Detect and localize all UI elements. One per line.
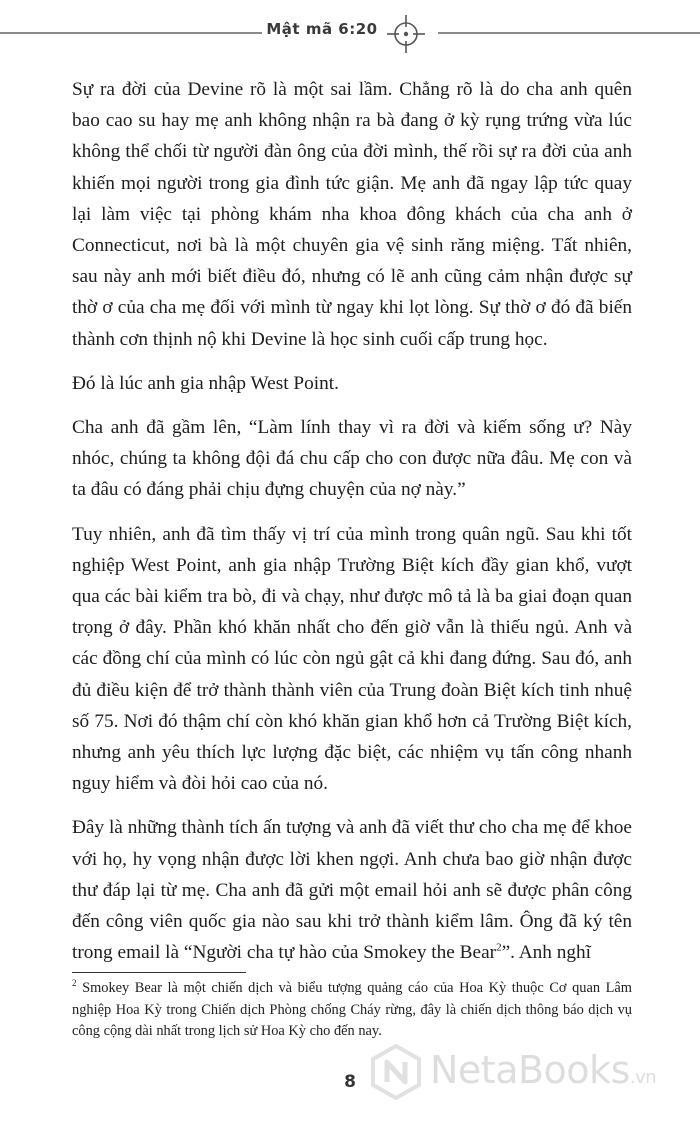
paragraph-text: Đây là những thành tích ấn tượng và anh đã viết thư cho cha mẹ để khoe với họ, hy vọng nhận được lời khen ngợi. Anh chưa bao giờ nhận được thư đáp lại từ mẹ. Cha anh đã gửi một email hỏi anh sẽ được phân công đến công viên quốc gia nào sau khi trở thành kiểm lâm. Ông đã ký tên trong email là “Người cha tự hào của Smokey the Bear (72, 817, 632, 964)
watermark-domain: .vn (629, 1067, 657, 1088)
header-rule-left (0, 32, 262, 34)
crosshair-icon (386, 14, 426, 54)
running-header (0, 14, 700, 54)
footnote-divider (72, 972, 246, 973)
watermark-brand: NetaBooks (430, 1048, 630, 1092)
footnote-reference: 2 (496, 941, 502, 954)
footnote-marker: 2 (72, 978, 77, 989)
paragraph: Đó là lúc anh gia nhập West Point. (72, 372, 339, 394)
paragraph-last (72, 812, 632, 968)
paragraph-text-end: ”. Anh nghĩ (501, 942, 592, 964)
body-text (72, 74, 632, 981)
header-rule-right (438, 32, 700, 34)
page-number: 8 (344, 1072, 356, 1092)
paragraph: Sự ra đời của Devine rõ là một sai lầm. Chẳng rõ là do cha anh quên bao cao su hay mẹ anh không nhận ra bà đang ở kỳ rụng trứng vừa lúc không thể chối từ người đàn ông của đời mình, thế rồi sự ra đời của anh khiến mọi người trong gia đình tức giận. Mẹ anh đã ngay lập tức quay lại làm việc tại phòng khám nha khoa đông khách của cha anh ở Connecticut, nơi bà là một chuyên gia vệ sinh răng miệng. Tất nhiên, sau này anh mới biết điều đó, nhưng có lẽ anh cũng cảm nhận được sự thờ ơ của cha mẹ đối với mình từ ngay khi lọt lòng. Sự thờ ơ đó đã biến thành cơn thịnh nộ khi Devine là học sinh cuối cấp trung học. (72, 79, 632, 350)
watermark-text (430, 1048, 656, 1092)
netabooks-logo-icon (366, 1042, 426, 1102)
footnote (72, 978, 632, 1043)
watermark (366, 1042, 696, 1102)
header-title: Mật mã 6:20 (266, 20, 378, 38)
footnote-text: Smokey Bear là một chiến dịch và biểu tượng quảng cáo của Hoa Kỳ thuộc Cơ quan Lâm nghiệp Hoa Kỳ trong Chiến dịch Phòng chống Cháy rừng, đây là chiến dịch thông báo dịch vụ công cộng dài nhất trong lịch sử Hoa Kỳ cho đến nay. (72, 980, 632, 1039)
paragraph: Cha anh đã gầm lên, “Làm lính thay vì ra đời và kiếm sống ư? Này nhóc, chúng ta không đội đá chu cấp cho con được nữa đâu. Mẹ con và ta đâu có đáng phải chịu đựng chuyện của nợ này.” (72, 417, 632, 501)
paragraph: Tuy nhiên, anh đã tìm thấy vị trí của mình trong quân ngũ. Sau khi tốt nghiệp West Point, anh gia nhập Trường Biệt kích đầy gian khổ, vượt qua các bài kiểm tra bò, đi và chạy, như được mô tả là ba giai đoạn quan trọng ở đây. Phần khó khăn nhất cho đến giờ vẫn là thiếu ngủ. Anh và các đồng chí của mình có lúc còn ngủ gật cả khi đang đứng. Sau đó, anh đủ điều kiện để trở thành thành viên của Trung đoàn Biệt kích tinh nhuệ số 75. Nơi đó thậm chí còn khó khăn gian khổ hơn cả Trường Biệt kích, nhưng anh yêu thích lực lượng đặc biệt, các nhiệm vụ tấn công nhanh nguy hiểm và đòi hỏi cao của nó. (72, 523, 632, 795)
